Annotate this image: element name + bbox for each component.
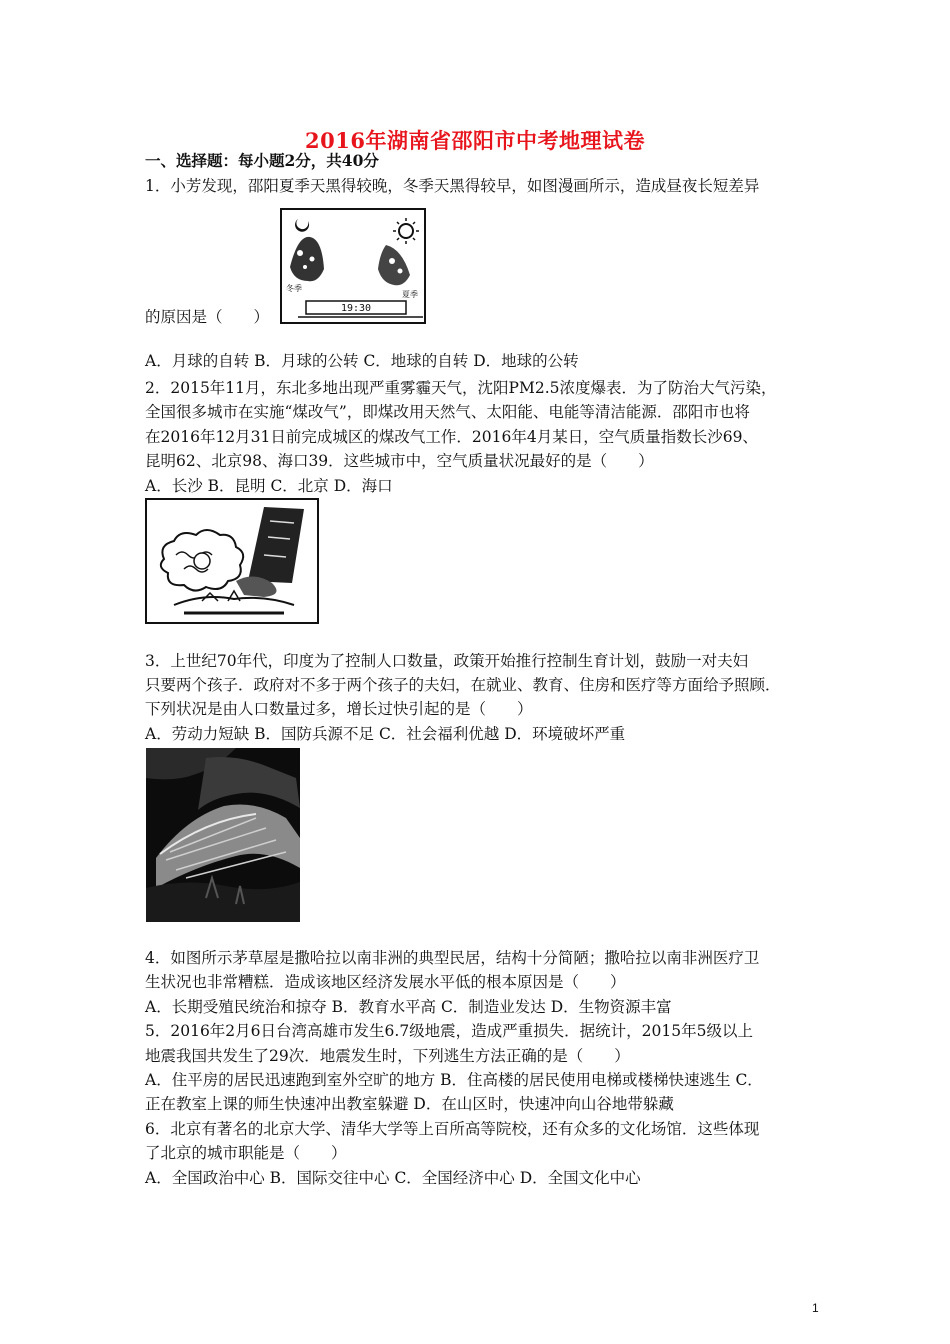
q4-options: A．长期受殖民统治和掠夺 B．教育水平高 C．制造业发达 D．生物资源丰富 bbox=[145, 998, 672, 1016]
section-heading: 一、选择题：每小题2分，共40分 bbox=[145, 151, 379, 170]
q5-options-line-1: A．住平房的居民迅速跑到室外空旷的地方 B．住高楼的居民使用电梯或楼梯快速逃生 C． bbox=[145, 1071, 763, 1089]
q2-options: A．长沙 B．昆明 C．北京 D．海口 bbox=[145, 477, 393, 495]
q5-options-line-2: 正在教室上课的师生快速冲出教室躲避 D．在山区时，快速冲向山谷地带躲藏 bbox=[145, 1095, 674, 1113]
q3-stem-line-1: 3．上世纪70年代，印度为了控制人口数量，政策开始推行控制生育计划，鼓励一对夫妇 bbox=[145, 652, 749, 670]
q1-day-night-cartoon bbox=[278, 205, 428, 327]
q1-stem-line-2: 的原因是（ ） bbox=[145, 308, 270, 326]
q6-stem-line-2: 了北京的城市职能是（ ） bbox=[145, 1144, 347, 1162]
winter-label: 冬季 bbox=[286, 284, 302, 293]
q2-coal-to-gas-cartoon bbox=[144, 497, 320, 625]
q3-stem-line-3: 下列状况是由人口数量过多，增长过快引起的是（ ） bbox=[145, 700, 533, 718]
q4-stem-line-1: 4．如图所示茅草屋是撒哈拉以南非洲的典型民居，结构十分简陋；撒哈拉以南非洲医疗卫 bbox=[145, 949, 760, 967]
q4-stem-line-2: 生状况也非常糟糕．造成该地区经济发展水平低的根本原因是（ ） bbox=[145, 973, 626, 991]
q2-stem-line-2: 全国很多城市在实施“煤改气”，即煤改用天然气、太阳能、电能等清洁能源．邵阳市也将 bbox=[145, 403, 750, 421]
q2-stem-line-4: 昆明62、北京98、海口39．这些城市中，空气质量状况最好的是（ ） bbox=[145, 452, 654, 470]
q5-stem-line-1: 5．2016年2月6日台湾高雄市发生6.7级地震，造成严重损失．据统计，2015年5级以上 bbox=[145, 1022, 753, 1040]
q1-stem-line-1: 1．小芳发现，邵阳夏季天黑得较晚，冬季天黑得较早，如图漫画所示，造成昼夜长短差异 bbox=[145, 177, 760, 195]
q4-thatched-hut-photo bbox=[146, 748, 300, 922]
q6-stem-line-1: 6．北京有著名的北京大学、清华大学等上百所高等院校，还有众多的文化场馆．这些体现 bbox=[145, 1120, 760, 1138]
summer-label: 夏季 bbox=[402, 290, 418, 299]
q6-options: A．全国政治中心 B．国际交往中心 C．全国经济中心 D．全国文化中心 bbox=[145, 1169, 641, 1187]
q2-stem-line-1: 2．2015年11月，东北多地出现严重雾霾天气，沈阳PM2.5浓度爆表．为了防治大气污染， bbox=[145, 379, 777, 397]
clock-time: 19:30 bbox=[340, 303, 372, 314]
q1-options: A．月球的自转 B．月球的公转 C．地球的自转 D．地球的公转 bbox=[145, 352, 579, 370]
q5-stem-line-2: 地震我国共发生了29次．地震发生时，下列逃生方法正确的是（ ） bbox=[145, 1047, 630, 1065]
q3-options: A．劳动力短缺 B．国防兵源不足 C．社会福利优越 D．环境破坏严重 bbox=[145, 725, 626, 743]
page-number: 1 bbox=[812, 1301, 819, 1315]
q3-stem-line-2: 只要两个孩子．政府对不多于两个孩子的夫妇，在就业、教育、住房和医疗等方面给予照顾． bbox=[145, 676, 781, 694]
page-title: 2016年湖南省邵阳市中考地理试卷 bbox=[305, 128, 645, 153]
q2-stem-line-3: 在2016年12月31日前完成城区的煤改气工作．2016年4月某日，空气质量指数长沙69、 bbox=[145, 428, 758, 446]
